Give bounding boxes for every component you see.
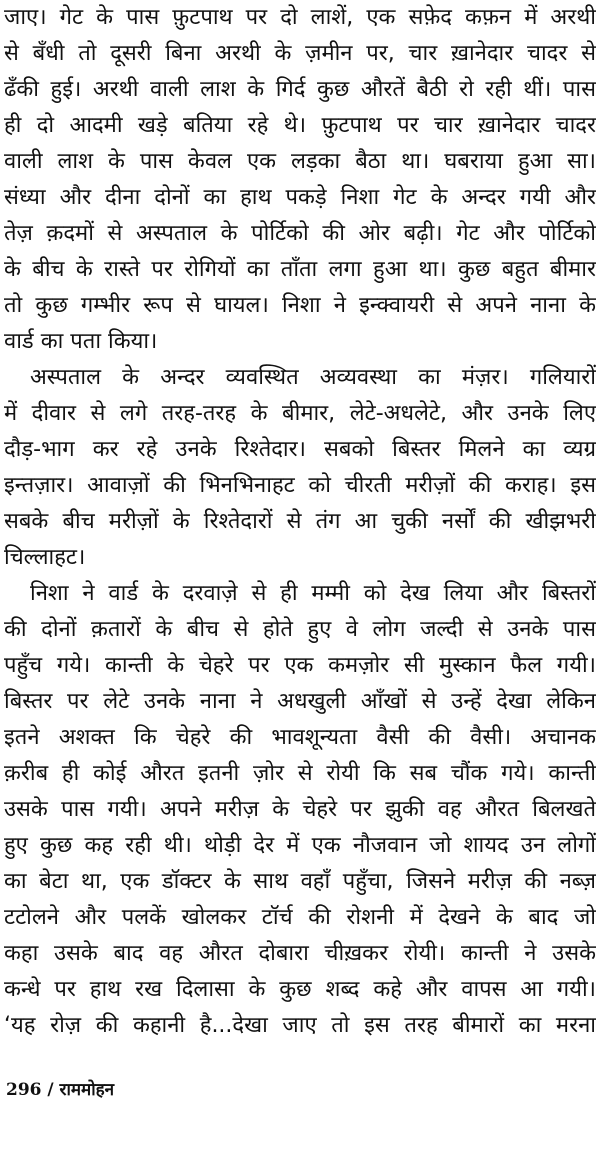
text-line: की दोनों क़तारों के बीच से होते हुए वे लोग जल्दी से उनके पास <box>4 617 596 642</box>
text-line: संध्या और दीना दोनों का हाथ पकड़े निशा गेट के अन्दर गयी और <box>4 185 596 210</box>
text-line: सबके बीच मरीज़ों के रिश्तेदारों से तंग आ चुकी नर्सों की खीझभरी <box>4 509 596 534</box>
text-line: ‘यह रोज़ की कहानी है...देखा जाए तो इस तरह बीमारों का मरना <box>4 1013 596 1038</box>
text-line: इतने अशक्त कि चेहरे की भावशून्यता वैसी की वैसी। अचानक <box>4 725 596 750</box>
text-line: तेज़ क़दमों से अस्पताल के पोर्टिको की ओर बढ़ी। गेट और पोर्टिको <box>4 221 596 246</box>
text-line: पहुँच गये। कान्ती के चेहरे पर एक कमज़ोर सी मुस्कान फैल गयी। <box>4 653 596 678</box>
text-line: क़रीब ही कोई औरत इतनी ज़ोर से रोयी कि सब चौंक गये। कान्ती <box>4 761 596 786</box>
text-line: दौड़-भाग कर रहे उनके रिश्तेदार। सबको बिस्तर मिलने का व्यग्र <box>4 437 596 462</box>
text-line: इन्तज़ार। आवाज़ों की भिनभिनाहट को चीरती मरीज़ों की कराह। इस <box>4 473 596 498</box>
text-line: चिल्लाहट। <box>4 545 86 570</box>
text-line: ढँकी हुई। अरथी वाली लाश के गिर्द कुछ औरतें बैठी रो रही थीं। पास <box>4 77 596 102</box>
text-line: का बेटा था, एक डॉक्टर के साथ वहाँ पहुँचा, जिसने मरीज़ की नब्ज़ <box>4 869 596 894</box>
text-line: कहा उसके बाद वह औरत दोबारा चीख़कर रोयी। कान्ती ने उसके <box>4 941 596 966</box>
text-line: टटोलने और पलकें खोलकर टॉर्च की रोशनी में देखने के बाद जो <box>4 905 596 930</box>
text-line: से बँधी तो दूसरी बिना अरथी के ज़मीन पर, चार ख़ानेदार चादर से <box>4 41 596 66</box>
text-line: वाली लाश के पास केवल एक लड़का बैठा था। घबराया हुआ सा। <box>4 149 596 174</box>
text-line: में दीवार से लगे तरह-तरह के बीमार, लेटे-अधलेटे, और उनके लिए <box>4 401 596 426</box>
text-line: निशा ने वार्ड के दरवाज़े से ही मम्मी को देख लिया और बिस्तरों <box>30 581 596 606</box>
text-line: के बीच के रास्ते पर रोगियों का ताँता लगा हुआ था। कुछ बहुत बीमार <box>4 257 596 282</box>
page-footer: 296 / राममोहन <box>6 1080 115 1100</box>
text-line: जाए। गेट के पास फ़ुटपाथ पर दो लाशें, एक सफ़ेद कफ़न में अरथी <box>4 5 596 30</box>
text-line: ही दो आदमी खड़े बतिया रहे थे। फ़ुटपाथ पर चार ख़ानेदार चादर <box>4 113 596 138</box>
text-line: हुए कुछ कह रही थी। थोड़ी देर में एक नौजवान जो शायद उन लोगों <box>4 833 596 858</box>
text-line: तो कुछ गम्भीर रूप से घायल। निशा ने इन्क्वायरी से अपने नाना के <box>4 293 596 318</box>
text-line: बिस्तर पर लेटे उनके नाना ने अधखुली आँखों से उन्हें देखा लेकिन <box>4 689 596 714</box>
text-line: उसके पास गयी। अपने मरीज़ के चेहरे पर झुकी वह औरत बिलखते <box>4 797 596 822</box>
text-line: कन्धे पर हाथ रख दिलासा के कुछ शब्द कहे और वापस आ गयी। <box>4 977 596 1002</box>
text-line: अस्पताल के अन्दर व्यवस्थित अव्यवस्था का मंज़र। गलियारों <box>30 365 596 390</box>
text-line: वार्ड का पता किया। <box>4 329 158 354</box>
